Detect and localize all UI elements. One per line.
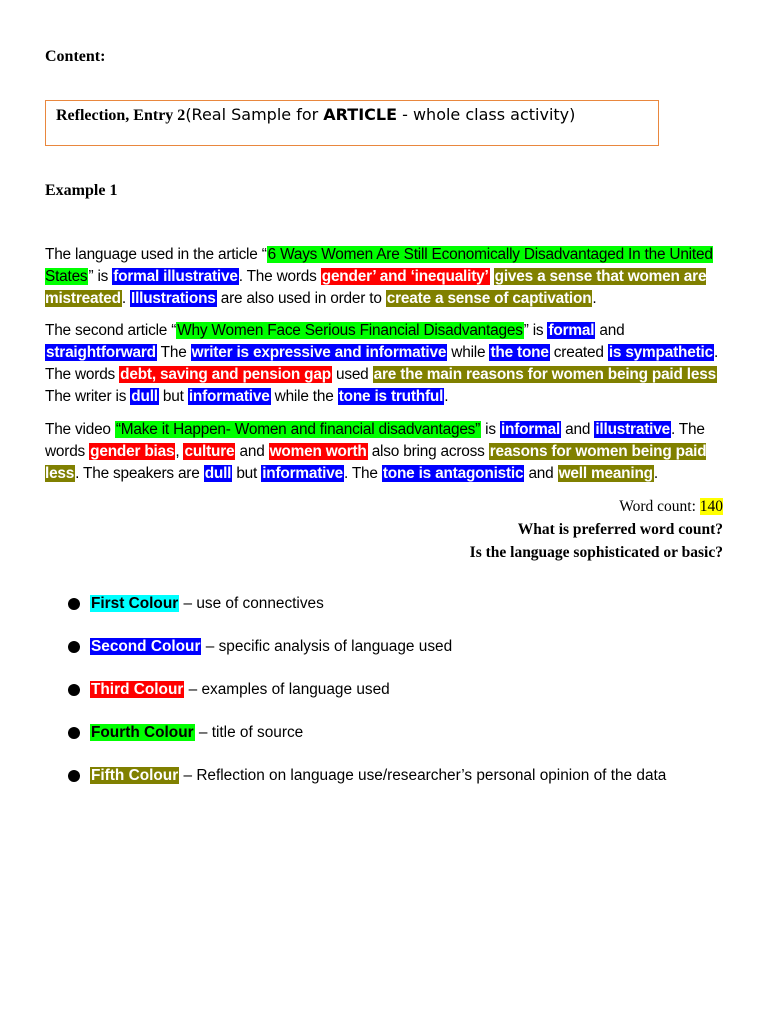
text: while [447,344,490,361]
highlight-reflection: create a sense of captivation [386,290,592,307]
highlight-analysis: dull [131,388,158,405]
highlight-example: gender’ and ‘inequality’ [321,268,489,285]
highlight-analysis: dull [204,465,232,482]
paragraph-article-1 [45,244,725,310]
legend-description: – use of connectives [179,595,324,612]
legend-item-second [68,636,666,679]
highlight-example: debt, saving and pension gap [120,366,331,383]
highlight-reflection: reasons for women being paid less [45,443,707,482]
text: The [156,344,191,361]
highlight-analysis: Illustrations [131,290,216,307]
question-word-count: What is preferred word count? [517,521,723,538]
question-language: Is the language sophisticated or basic? [469,544,723,561]
legend-item-fourth [68,722,666,765]
text: used [331,366,373,383]
legend-description: – Reflection on language use/researcher’s personal opinion of the data [179,767,667,784]
reflection-sample-text: (Real Sample for [185,105,324,124]
highlight-reflection: well meaning [558,465,653,482]
highlight-analysis: informative [188,388,270,405]
bullet-icon [68,727,80,739]
text: The language used in the article “ [45,246,267,263]
text: The second article “ [45,322,177,339]
legend-label: First Colour [91,595,179,612]
highlight-analysis: formal illustrative [113,268,238,285]
bullet-icon [68,684,80,696]
highlight-title: 6 Ways Women Are Still Economically Disadvantaged In the United States [45,246,713,285]
reflection-title-box [45,100,659,146]
reflection-article-text: ARTICLE [323,105,398,124]
text: are also used in order to [216,290,386,307]
highlight-example: women worth [269,443,367,460]
paragraph-video [45,419,725,485]
highlight-analysis: is sympathetic [608,344,713,361]
highlight-reflection: are the main reasons for women being paid less [373,366,716,383]
highlight-analysis: straightforward [46,344,156,361]
text: . [444,388,449,405]
bullet-icon [68,770,80,782]
text: . The words [238,268,321,285]
highlight-reflection: gives a sense that women are mistreated [45,268,707,307]
word-count-block [470,495,723,564]
legend-item-third [68,679,666,722]
text: created [549,344,608,361]
text: , [175,443,184,460]
text: . The words [45,421,705,460]
paragraph-article-2 [45,320,725,408]
highlight-analysis: tone is truthful [338,388,444,405]
legend-description: – specific analysis of language used [201,638,453,655]
text: but [158,388,188,405]
text: and [595,322,625,339]
text: and [235,443,269,460]
text: and [524,465,558,482]
text: ” is [88,268,113,285]
bullet-icon [68,598,80,610]
text: while the [270,388,338,405]
bullet-icon [68,641,80,653]
legend-description: – examples of language used [184,681,390,698]
example-heading: Example 1 [45,182,118,199]
word-count-line [470,495,723,518]
reflection-entry-label: Reflection, Entry 2 [56,107,186,124]
text: also bring across [367,443,489,460]
legend-item-fifth [68,765,666,808]
highlight-example: culture [184,443,235,460]
content-heading: Content: [45,48,106,65]
highlight-analysis: the tone [490,344,549,361]
text: but [232,465,262,482]
word-count-label: Word count: [619,498,700,515]
legend-label: Third Colour [91,681,184,698]
text: . [121,290,130,307]
legend-item-first [68,593,666,636]
word-count-value: 140 [699,498,723,515]
colour-legend [68,593,666,808]
text: . The speakers are [75,465,204,482]
text: ” is [523,322,548,339]
legend-label: Fourth Colour [91,724,194,741]
highlight-analysis: formal [548,322,595,339]
text: and [561,421,595,438]
text: . The words [45,344,719,383]
text: . [592,290,597,307]
highlight-example: gender bias [90,443,175,460]
highlight-analysis: writer is expressive and informative [191,344,447,361]
text: . The [343,465,382,482]
highlight-title: “Make it Happen- Women and financial disadvantages” [115,421,481,438]
highlight-analysis: illustrative [595,421,670,438]
legend-label: Fifth Colour [91,767,179,784]
highlight-analysis: informative [262,465,343,482]
text: is [481,421,500,438]
text: . [653,465,658,482]
legend-label: Second Colour [91,638,201,655]
reflection-activity-text: - whole class activity) [397,105,576,124]
highlight-analysis: tone is antagonistic [382,465,524,482]
text: The video [45,421,115,438]
highlight-title: Why Women Face Serious Financial Disadvantages [177,322,523,339]
legend-description: – title of source [194,724,304,741]
text: The writer is [45,388,131,405]
highlight-analysis: informal [500,421,561,438]
